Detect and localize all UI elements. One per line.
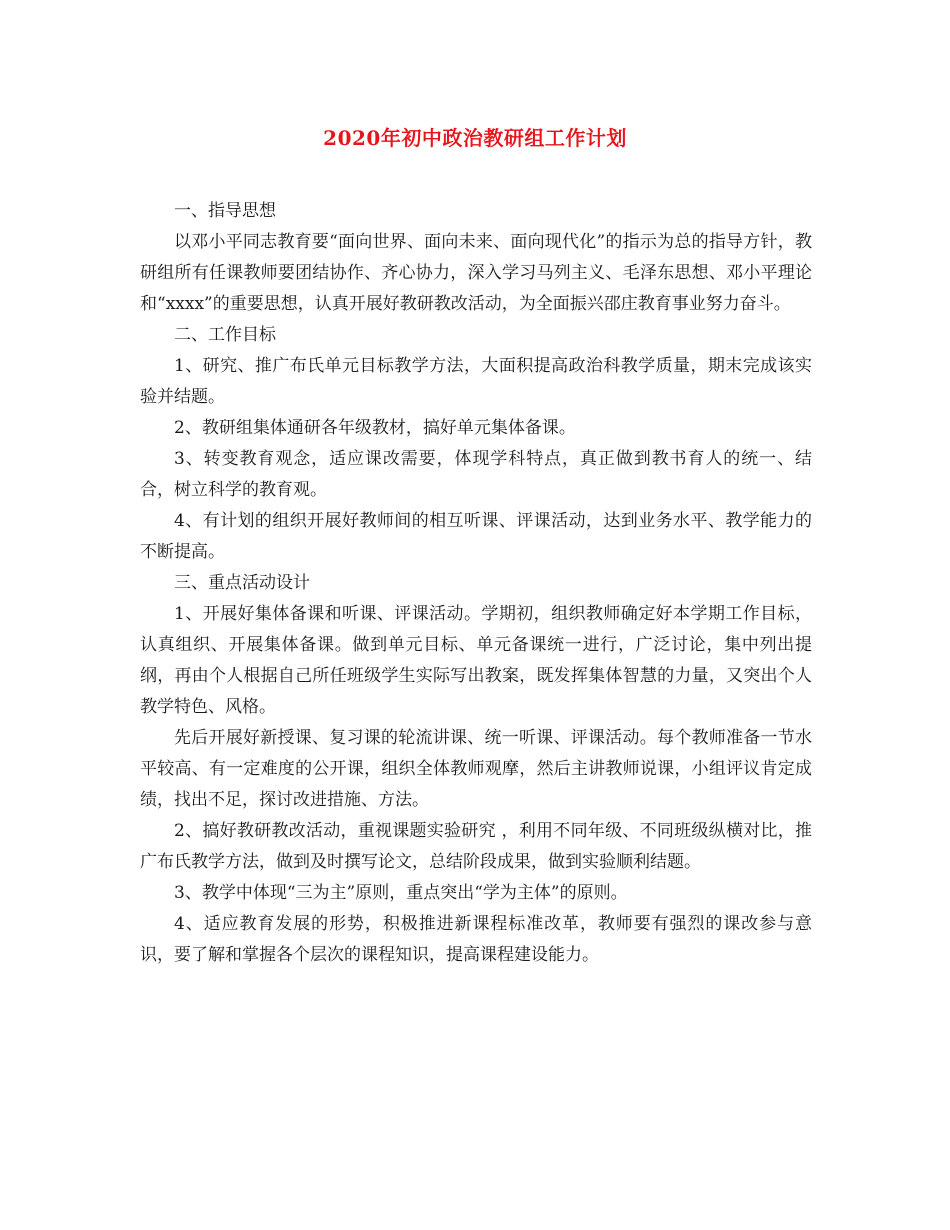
section-heading-key-activities: 三、重点活动设计 xyxy=(174,573,310,593)
document-title: 2020年初中政治教研组工作计划 xyxy=(323,126,627,150)
paragraph: 以邓小平同志教育要“面向世界、面向未来、面向现代化”的指示为总的指导方针，教研组所有任课教师要团结协作、齐心协力，深入学习马列主义、毛泽东思想、邓小平理论和“xxxx”的重要思想，认真开展好教研教改活动，为全面振兴邵庄教育事业努力奋斗。 xyxy=(140,232,812,314)
paragraph: 3、转变教育观念，适应课改需要，体现学科特点，真正做到教书育人的统一、结合，树立科学的教育观。 xyxy=(140,449,812,500)
paragraph: 2、搞好教研教改活动，重视课题实验研究 ，利用不同年级、不同班级纵横对比，推广布氏教学方法，做到及时撰写论文，总结阶段成果，做到实验顺利结题。 xyxy=(140,821,812,872)
paragraph: 2、教研组集体通研各年级教材，搞好单元集体备课。 xyxy=(174,418,576,438)
paragraph: 1、开展好集体备课和听课、评课活动。学期初，组织教师确定好本学期工作目标，认真组织、开展集体备课。做到单元目标、单元备课统一进行，广泛讨论，集中列出提纲，再由个人根据自己所任班级学生实际写出教案，既发挥集体智慧的力量，又突出个人教学特色、风格。 xyxy=(140,604,812,717)
section-heading-work-goals: 二、工作目标 xyxy=(174,325,276,345)
section-heading-guiding-ideology: 一、指导思想 xyxy=(174,201,276,221)
paragraph: 先后开展好新授课、复习课的轮流讲课、统一听课、评课活动。每个教师准备一节水平较高、有一定难度的公开课，组织全体教师观摩，然后主讲教师说课，小组评议肯定成绩，找出不足，探讨改进措施、方法。 xyxy=(140,728,812,810)
paragraph: 4、适应教育发展的形势，积极推进新课程标准改革，教师要有强烈的课改参与意识，要了解和掌握各个层次的课程知识，提高课程建设能力。 xyxy=(140,914,812,965)
document-body xyxy=(140,196,812,971)
paragraph: 1、研究、推广布氏单元目标教学方法，大面积提高政治科教学质量，期末完成该实验并结题。 xyxy=(140,356,812,407)
paragraph: 3、教学中体现“三为主”原则，重点突出“学为主体”的原则。 xyxy=(174,883,628,903)
paragraph: 4、有计划的组织开展好教师间的相互听课、评课活动，达到业务水平、教学能力的不断提高。 xyxy=(140,511,812,562)
